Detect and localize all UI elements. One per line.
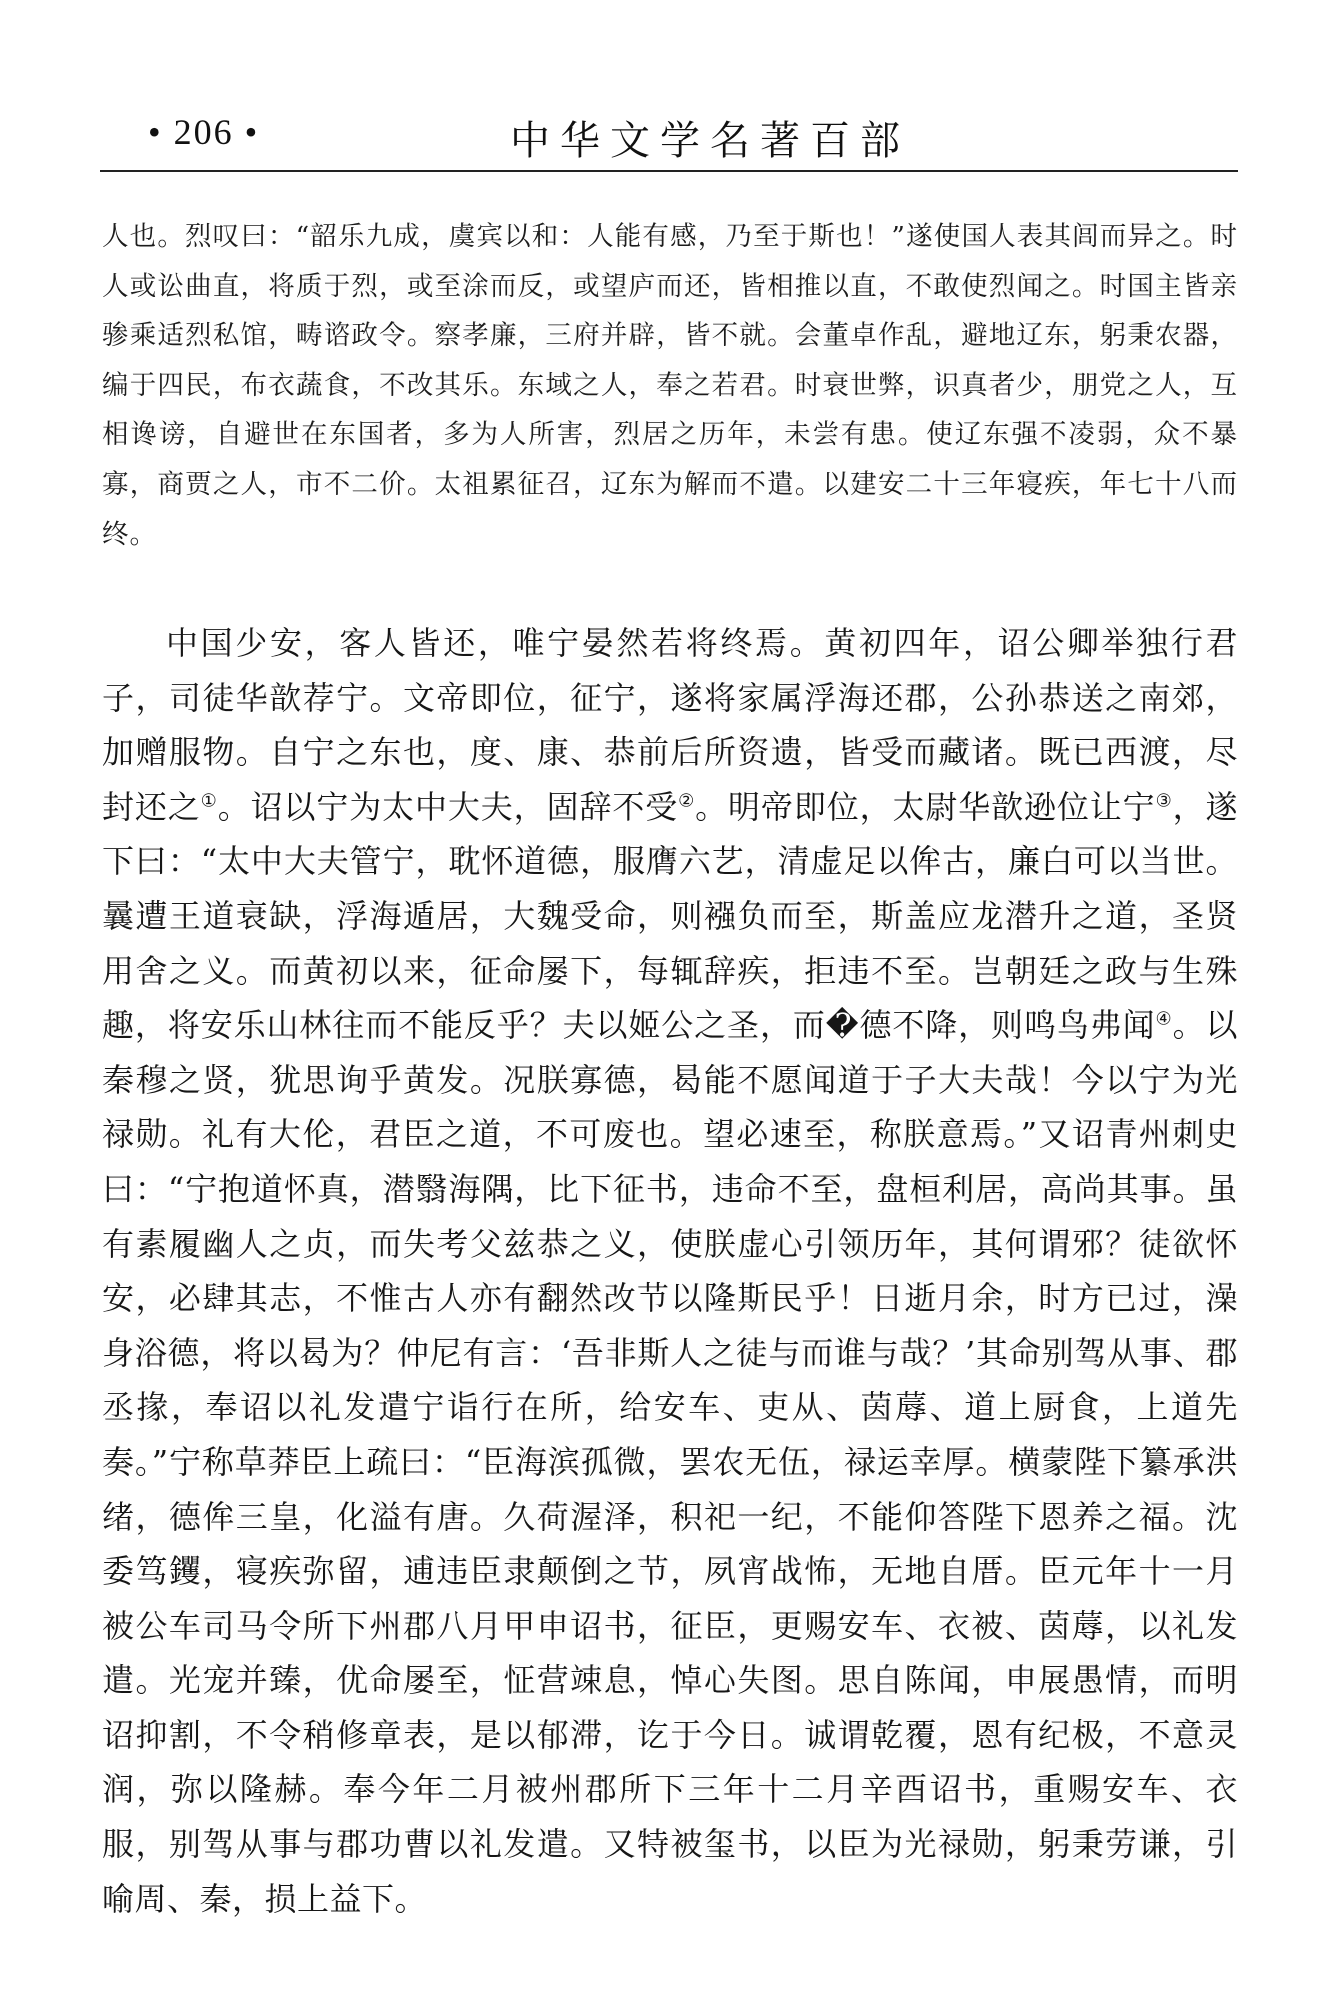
footnote-marker: ④ bbox=[1155, 1008, 1173, 1030]
text-segment: 。以秦穆之贤，犹思询乎黄发。况朕寡德，曷能不愿闻道于子大夫哉！今以宁为光禄勋。礼有大伦，君臣之道，不可废也。望必速至，称朕意焉。”又诏青州刺史曰：“宁抱道怀真，潜翳海隅，比下征书，违命不至，盘桓利居，高尚其事。虽有素履幽人之贞，而失考父兹恭之义，使朕虚心引领历年，其何谓邪？徒欲怀安，必肆其志，不惟古人亦有翻然改节以隆斯民乎！日逝月余，时方已过，澡身浴德，将以曷为？仲尼有言：‘吾非斯人之徒与而谁与哉？’其命别驾从事、郡丞掾，奉诏以礼发遣宁诣行在所，给安车、吏从、茵蓐、道上厨食，上道先奏。”宁称草莽臣上疏曰：“臣海滨孤微，罢农无伍，禄运幸厚。横蒙陛下纂承洪绪，德侔三皇，化溢有唐。久荷渥泽，积祀一纪，不能仰答陛下恩养之福。沈委笃钁，寝疾弥留，逋违臣隶颠倒之节，夙宵战怖，无地自厝。臣元年十一月被公车司马令所下州郡八月甲申诏书，征臣，更赐安车、衣被、茵蓐，以礼发遣。光宠并臻，优命屡至，怔营竦息，悼心失图。思自陈闻，申展愚情，而明诏抑割，不令稍修章表，是以郁滞，讫于今日。诚谓乾覆，恩有纪极，不意灵润，弥以隆赫。奉今年二月被州郡所下三年十二月辛酉诏书，重赐安车、衣服，别驾从事与郡功曹以礼发遣。又特被玺书，以臣为光禄勋，躬秉劳谦，引喻周、秦，损上益下。 bbox=[102, 1006, 1238, 1918]
text-segment: ，遂下曰：“太中大夫管宁，耽怀道德，服膺六艺，清虚足以侔古，廉白可以当世。曩遭王道衰缺，浮海遁居，大魏受命，则襁负而至，斯盖应龙潜升之道，圣贤用舍之义。而黄初以来，征命屡下，每辄辞疾，拒违不至。岂朝廷之政与生殊趣，将安乐山林往而不能反乎？夫以姬公之圣，而�德不降，则鸣鸟弗闻 bbox=[102, 787, 1238, 1045]
footnote-marker: ③ bbox=[1155, 790, 1173, 812]
body-paragraph bbox=[102, 616, 1238, 1926]
quoted-paragraph: 人也。烈叹曰：“韶乐九成，虞宾以和：人能有感，乃至于斯也！”遂使国人表其闾而异之。时人或讼曲直，将质于烈，或至涂而反，或望庐而还，皆相推以直，不敢使烈闻之。时国主皆亲骖乘适烈私馆，畴谘政令。察孝廉，三府并辟，皆不就。会董卓作乱，避地辽东，躬秉农器，编于四民，布衣蔬食，不改其乐。东域之人，奉之若君。时衰世弊，识真者少，朋党之人，互相谗谤，自避世在东国者，多为人所害，烈居之历年，未尝有患。使辽东强不凌弱，众不暴寡，商贾之人，市不二价。太祖累征召，辽东为解而不遣。以建安二十三年寝疾，年七十八而终。 bbox=[102, 221, 1238, 550]
footnote-marker: ② bbox=[678, 790, 696, 812]
text-segment: 。诏以宁为太中大夫，固辞不受 bbox=[217, 787, 679, 826]
book-title: 中华文学名著百部 bbox=[510, 118, 910, 164]
footnote-marker: ① bbox=[200, 790, 218, 812]
main-text bbox=[102, 616, 1238, 1926]
page-number: • 206 • bbox=[148, 112, 260, 152]
text-segment: 。明帝即位，太尉华歆逊位让宁 bbox=[695, 787, 1156, 826]
header-divider bbox=[100, 170, 1238, 172]
quoted-passage bbox=[102, 212, 1238, 559]
text-segment: 中国少安，客人皆还，唯宁晏然若将终焉。黄初四年，诏公卿举独行君子，司徒华歆荐宁。文帝即位，征宁，遂将家属浮海还郡，公孙恭送之南郊，加赠服物。自宁之东也，度、康、恭前后所资遗，皆受而藏诸。既已西渡，尽封还之 bbox=[102, 624, 1238, 826]
page-header bbox=[100, 105, 1238, 175]
